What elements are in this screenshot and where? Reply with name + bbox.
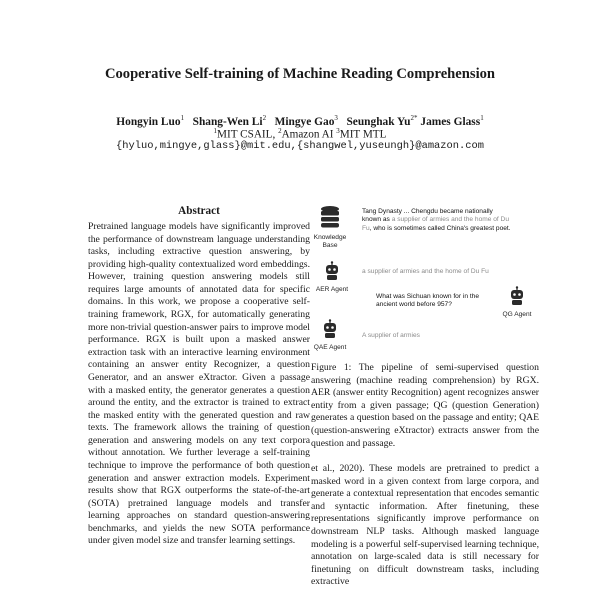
- database-icon: [308, 205, 352, 229]
- author: Seunghak $Yu^{2*}$: [346, 114, 418, 128]
- abstract-body: Pretrained language models have significantly improved the performance of downstream language understanding tasks, including extractive question answering, by providing high-quality contextualized word embeddings. However, training question answering models still requires large amounts of annotated data for specific domains. In this work, we propose a cooperative self-training framework, RGX, for automatically generating more non-trivial question-answer pairs to improve model performance. RGX is built upon a masked answer extraction task with an interactive learning environment containing an answer entity Recognizer, a question Generator, and an answer eXtractor. Given a passage with a masked entity, the generator generates a question around the entity, and the extractor is trained to extract the masked entity with the generated question and raw texts. The framework allows the training of question generation and answering models on any text corpora without annotation. We further leverage a self-training technique to improve the performance of both question generation and answer extraction models. Experiment results show that RGX outperforms the state-of-the-art (SOTA) pretrained language models and transfer learning approaches on standard question-answering benchmarks, and yields the new SOTA performance under given model size and transfer learning settings.: [88, 221, 310, 547]
- author: Mingye Gao$^3$: [274, 114, 338, 128]
- qae-agent: [308, 319, 352, 352]
- abstract-heading: Abstract: [178, 205, 220, 217]
- affiliations: $^1$MIT CSAIL, $^2$Amazon AI $^3$MIT MTL: [213, 127, 387, 141]
- figure-caption: Figure 1: The pipeline of semi-supervised question answering (machine reading comprehension) by RGX. AER (answer entity Recognition) agent recognizes answer entity from a given passage; QG (question Generation) generates a question based on the passage and entity; QAE (question-answering eXtractor) extracts answer from the question and passage.: [311, 362, 539, 449]
- robot-agent-icon: [312, 261, 352, 281]
- body-text: et al., 2020). These models are pretrained to predict a masked word in a given context from large corpora, and generate a contextual representation that encodes semantic and syntactic information. After finetuning, these representations significantly improve performance on downstream NLP tasks. Although masked language modeling is a powerful self-supervised learning technique, annotation on large-scaled data is still necessary for finetuning on difficult downstream tasks, including extractive: [311, 463, 539, 588]
- qg-agent-label: QG Agent: [502, 311, 532, 318]
- figure-pipeline: [308, 197, 540, 357]
- knowledge-base-label: Knowledge Base: [313, 234, 347, 249]
- aer-output-text: a supplier of armies and the home of Du Fu: [362, 268, 489, 275]
- author: Shang-Wen Li$^2$: [192, 114, 267, 128]
- qg-agent: [494, 286, 540, 319]
- qae-agent-label: QAE Agent: [313, 344, 347, 351]
- author-emails: {hyluo,mingye,glass}@mit.edu,{shangwel,yuseungh}@amazon.com: [116, 140, 484, 152]
- author: Hongyin Luo$^1$: [116, 114, 185, 128]
- aer-agent-label: AER Agent: [315, 286, 349, 293]
- robot-agent-icon: [494, 286, 540, 306]
- aer-agent: [312, 261, 352, 294]
- robot-agent-icon: [308, 319, 352, 339]
- paper-title: Cooperative Self-training of Machine Reading Comprehension: [104, 66, 496, 82]
- passage-text: Tang Dynasty ... Chengdu became nationally known as a supplier of armies and the home of Du Fu, who is sometimes called China's greatest poet.: [362, 208, 511, 232]
- author: James Glass$^1$: [420, 114, 484, 128]
- extracted-answer: A supplier of armies: [362, 332, 420, 339]
- knowledge-base: [308, 205, 352, 250]
- generated-question: What was Sichuan known for in the ancient world before 957?: [376, 293, 479, 309]
